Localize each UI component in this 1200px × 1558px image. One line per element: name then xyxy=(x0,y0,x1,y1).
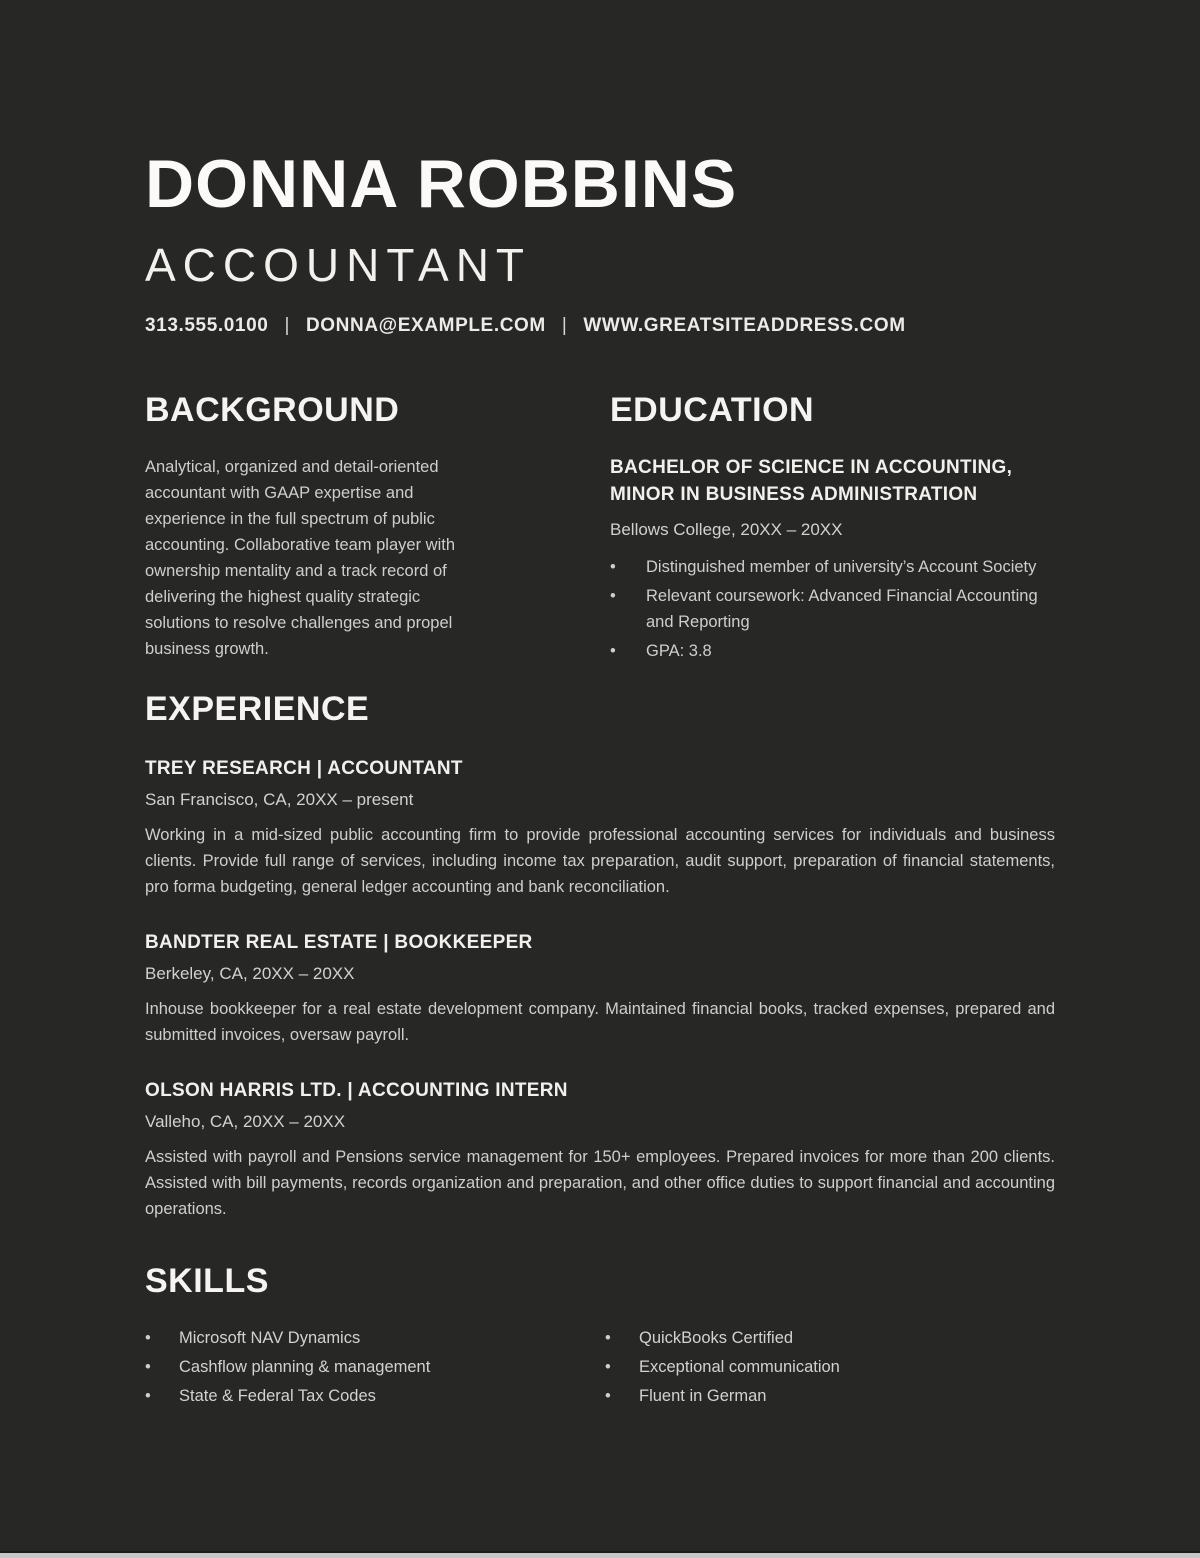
list-item xyxy=(605,1357,1055,1377)
job-entry xyxy=(145,1080,1055,1222)
experience-heading: EXPERIENCE xyxy=(145,690,370,728)
bullet-icon xyxy=(145,1357,179,1377)
education-bullet: Distinguished member of university’s Account Society xyxy=(646,558,1037,576)
bullet-icon xyxy=(145,1386,179,1406)
bullet-icon xyxy=(605,1386,639,1406)
skill-label: Microsoft NAV Dynamics xyxy=(179,1329,361,1347)
education-bullet: GPA: 3.8 xyxy=(646,642,712,660)
resume-header xyxy=(145,146,1055,337)
page-bottom-edge xyxy=(0,1553,1200,1558)
candidate-name: DONNA ROBBINS xyxy=(145,146,738,222)
skill-label: Cashflow planning & management xyxy=(179,1358,431,1376)
job-description: Working in a mid-sized public accounting firm to provide professional accounting services for individuals and business clients. Provide full range of services, including income tax preparation, audit support, preparation of financial statements, pro forma budgeting, general ledger accounting and bank reconciliation. xyxy=(145,826,1055,896)
list-item xyxy=(610,638,1055,664)
bullet-icon xyxy=(145,1328,179,1348)
contact-email: DONNA@EXAMPLE.COM xyxy=(305,315,546,336)
education-bullet: Relevant coursework: Advanced Financial Accounting and Reporting xyxy=(646,587,1038,631)
bullet-icon xyxy=(605,1328,639,1348)
list-item xyxy=(610,554,1055,580)
skills-column-right xyxy=(605,1328,1055,1415)
skills-grid xyxy=(145,1328,1055,1415)
contact-line xyxy=(145,315,1055,337)
bullet-icon xyxy=(610,554,646,580)
background-heading: BACKGROUND xyxy=(145,391,400,429)
candidate-title: ACCOUNTANT xyxy=(145,239,532,291)
job-entry xyxy=(145,758,1055,900)
contact-separator: | xyxy=(561,315,568,336)
bullet-icon xyxy=(605,1357,639,1377)
experience-section xyxy=(145,692,1055,1222)
job-title: OLSON HARRIS LTD. | ACCOUNTING INTERN xyxy=(145,1080,568,1101)
job-location: Berkeley, CA, 20XX – 20XX xyxy=(145,964,355,983)
skill-label: QuickBooks Certified xyxy=(639,1329,794,1347)
contact-phone: 313.555.0100 xyxy=(145,315,269,336)
skills-column-left xyxy=(145,1328,595,1415)
list-item xyxy=(605,1328,1055,1348)
skills-section xyxy=(145,1264,1055,1415)
list-item xyxy=(610,583,1055,635)
skills-heading: SKILLS xyxy=(145,1262,269,1300)
job-description: Inhouse bookkeeper for a real estate development company. Maintained financial books, tracked expenses, prepared and submitted invoices, oversaw payroll. xyxy=(145,1000,1055,1044)
skill-label: Exceptional communication xyxy=(639,1358,840,1376)
job-entry xyxy=(145,932,1055,1048)
background-summary: Analytical, organized and detail-oriented accountant with GAAP expertise and experience in the full spectrum of public accounting. Collaborative team player with ownership mentality and a track record of delivering the highest quality strategic solutions to resolve challenges and propel business growth. xyxy=(145,458,455,658)
list-item xyxy=(145,1328,595,1348)
education-bullet-list xyxy=(610,554,1055,664)
list-item xyxy=(145,1386,595,1406)
list-item xyxy=(145,1357,595,1377)
job-location: Valleho, CA, 20XX – 20XX xyxy=(145,1112,346,1131)
bullet-icon xyxy=(610,583,646,635)
education-degree: BACHELOR OF SCIENCE IN ACCOUNTING, MINOR IN BUSINESS ADMINISTRATION xyxy=(610,457,1013,505)
education-school: Bellows College, 20XX – 20XX xyxy=(610,520,843,539)
two-column-area xyxy=(145,393,1055,667)
education-section xyxy=(610,393,1055,667)
skill-label: Fluent in German xyxy=(639,1387,767,1405)
job-location: San Francisco, CA, 20XX – present xyxy=(145,790,414,809)
background-section xyxy=(145,393,485,667)
job-title: TREY RESEARCH | ACCOUNTANT xyxy=(145,758,463,779)
contact-website: WWW.GREATSITEADDRESS.COM xyxy=(583,315,906,336)
list-item xyxy=(605,1386,1055,1406)
contact-separator: | xyxy=(284,315,290,336)
skill-label: State & Federal Tax Codes xyxy=(179,1387,376,1405)
education-heading: EDUCATION xyxy=(610,391,815,429)
job-description: Assisted with payroll and Pensions service management for 150+ employees. Prepared invoices for more than 200 clients. Assisted with bill payments, records organization and preparation, and other office duties to support financial and accounting operations. xyxy=(145,1148,1055,1218)
job-title: BANDTER REAL ESTATE | BOOKKEEPER xyxy=(145,932,533,953)
bullet-icon xyxy=(610,638,646,664)
